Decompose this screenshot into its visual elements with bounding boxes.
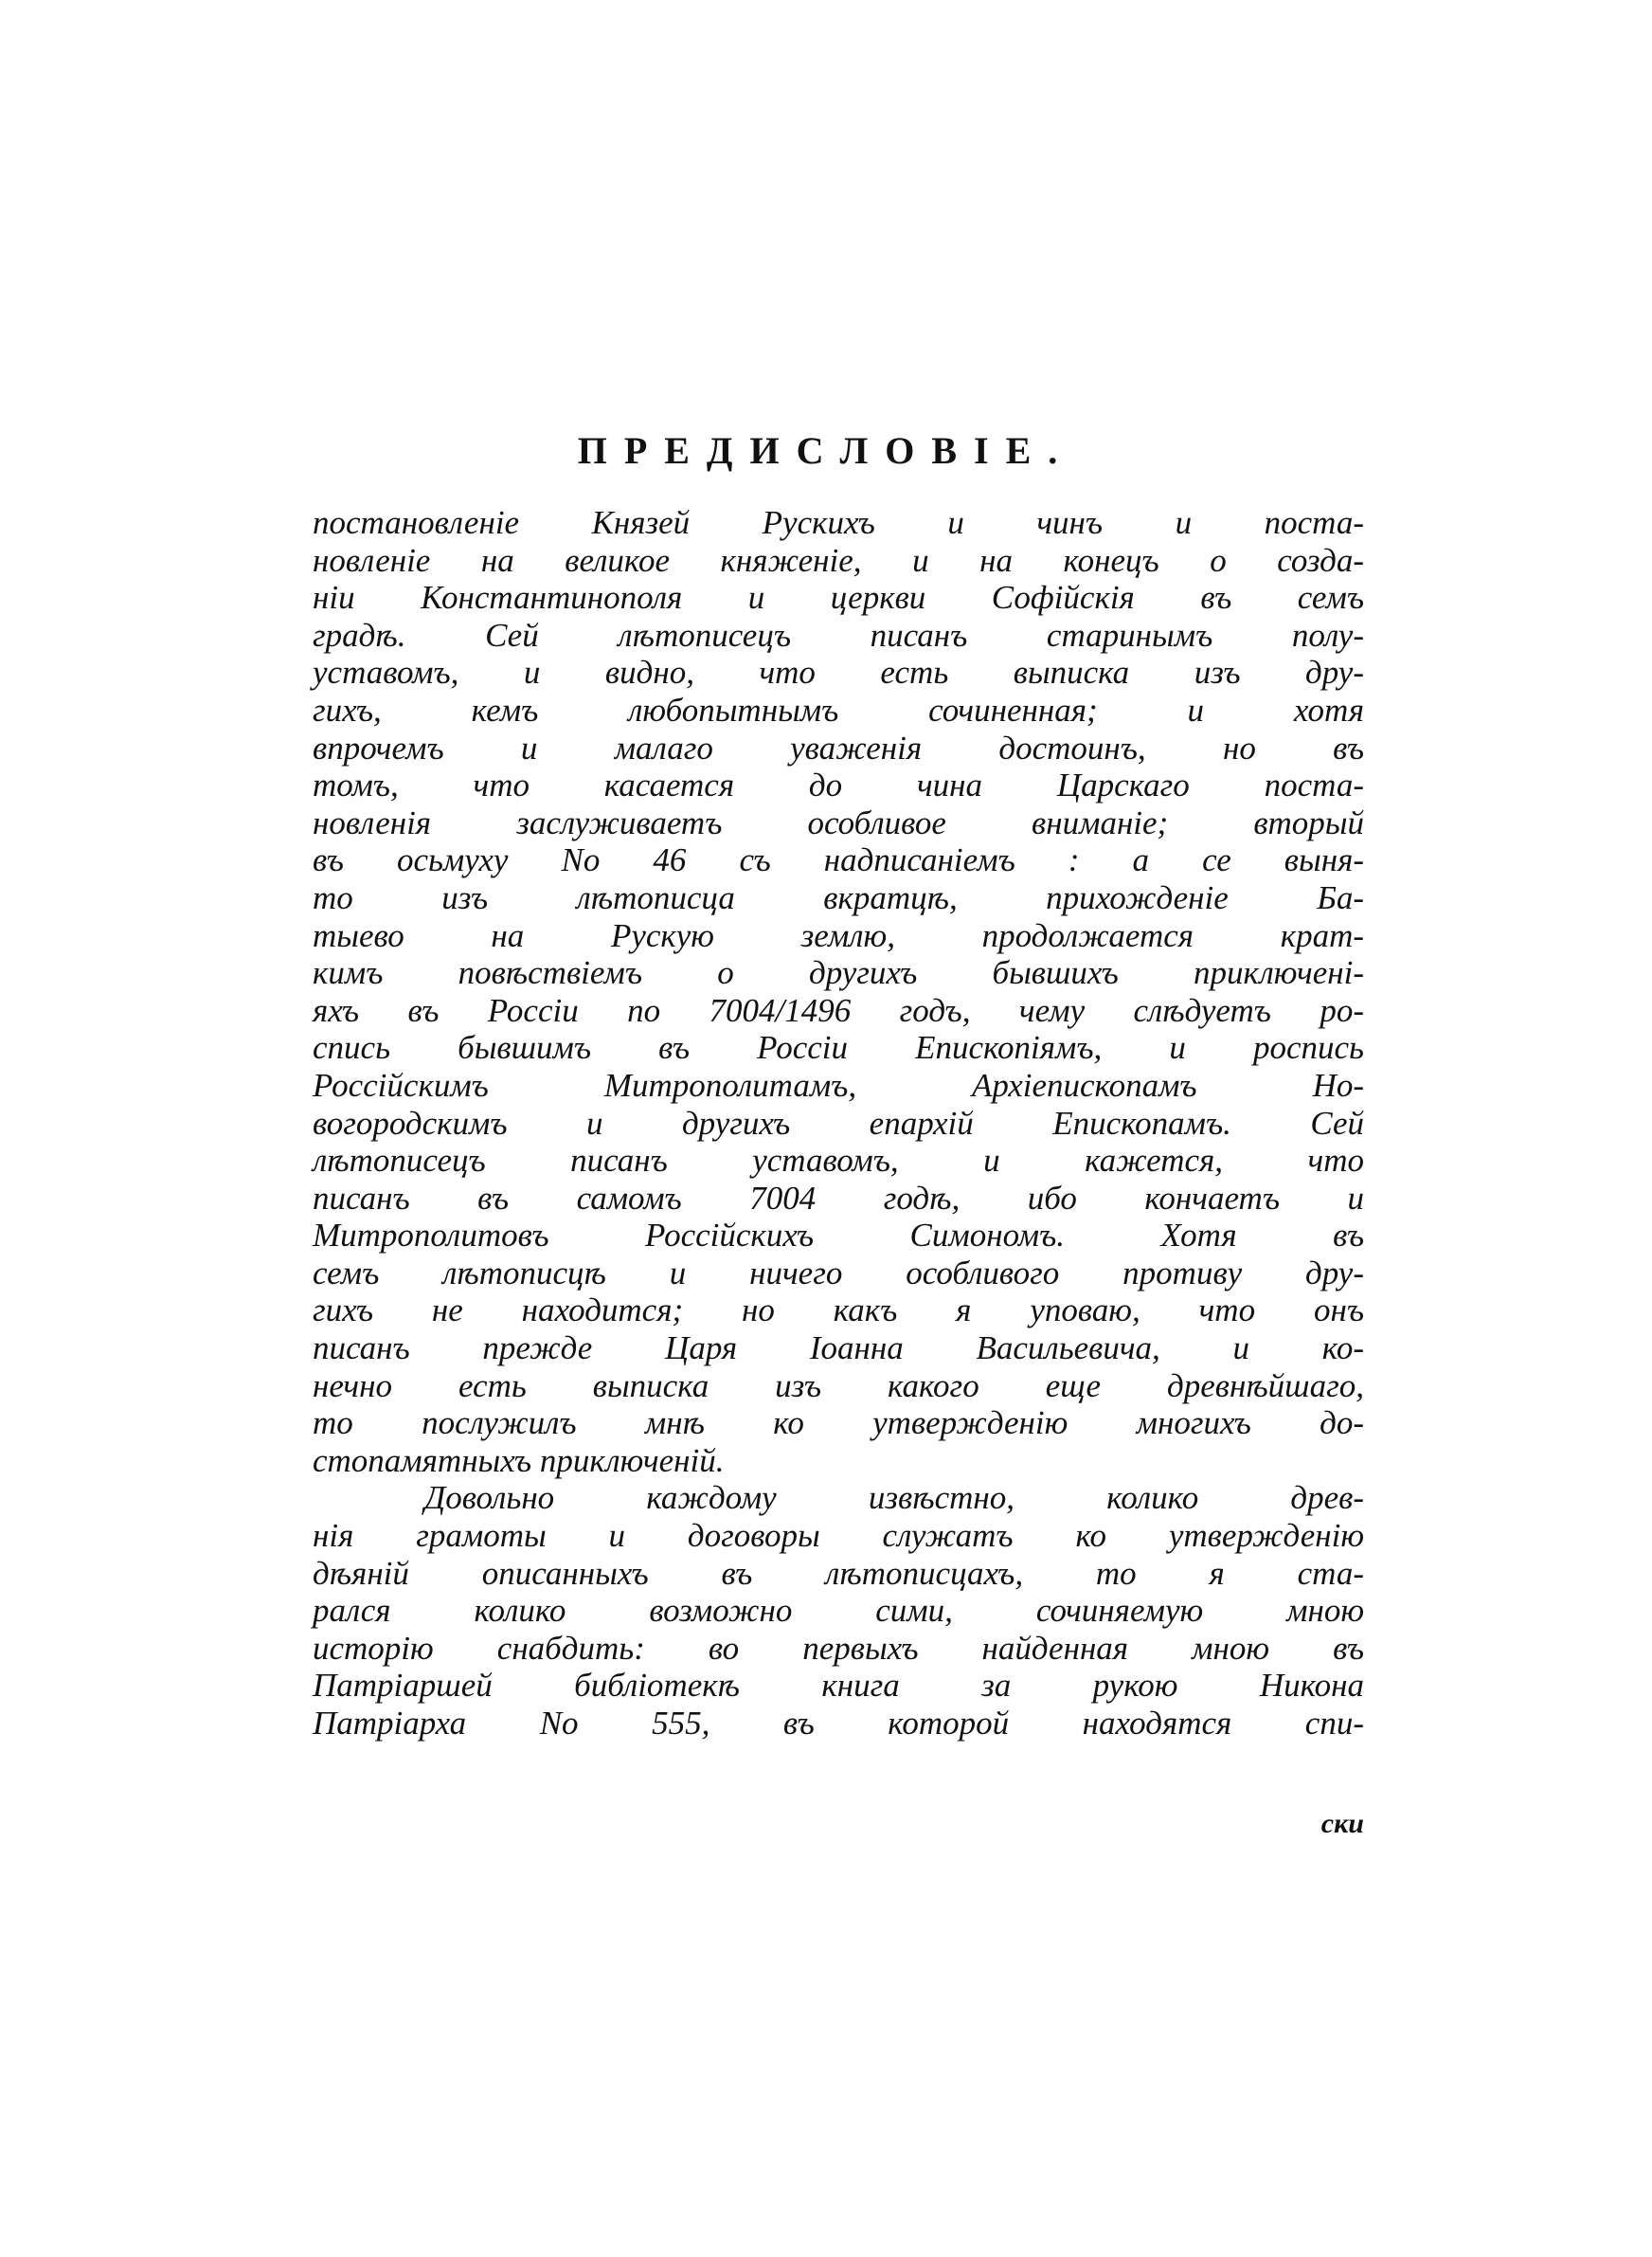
body-text: [313, 504, 1364, 1742]
text-line: впрочемъ и малаго уваженія достоинъ, но въ: [313, 729, 1364, 767]
text-line: стопамятныхъ приключеній.: [313, 1441, 725, 1479]
text-line: нечно есть выписка изъ какого еще древнѣйшаго,: [313, 1366, 1364, 1404]
text-line: писанъ прежде Царя Іоанна Васильевича, и ко-: [313, 1329, 1364, 1367]
text-line: дѣяній описанныхъ въ лѣтописцахъ, то я ста-: [313, 1554, 1364, 1592]
text-line: ніи Константинополя и церкви Софійскія въ семъ: [313, 579, 1364, 617]
catchword: ски: [1320, 1808, 1364, 1839]
text-line: Россійскимъ Митрополитамъ, Архіепископамъ Но-: [313, 1066, 1364, 1104]
text-line: уставомъ, и видно, что есть выписка изъ дру-: [313, 654, 1364, 692]
text-line: градѣ. Сей лѣтописецъ писанъ старинымъ полу-: [313, 616, 1364, 654]
text-line: гихъ не находится; но какъ я уповаю, что онъ: [313, 1291, 1364, 1329]
text-line: спись бывшимъ въ Россіи Епископіямъ, и роспись: [313, 1029, 1364, 1067]
text-line: въ осьмуху No 46 съ надписаніемъ : а се выня-: [313, 841, 1364, 879]
text-line: семъ лѣтописцѣ и ничего особливого противу дру-: [313, 1254, 1364, 1291]
page-title: ПРЕДИСЛОВІЕ.: [577, 429, 1075, 472]
text-line: то послужилъ мнѣ ко утвержденію многихъ до-: [313, 1404, 1364, 1442]
paragraph-2: [313, 1479, 1364, 1742]
text-line: лѣтописецъ писанъ уставомъ, и кажется, что: [313, 1142, 1364, 1180]
paragraph-1: [313, 504, 1364, 1479]
text-line: рался колико возможно сими, сочиняемую мною: [313, 1592, 1364, 1630]
text-line: писанъ въ самомъ 7004 годѣ, ибо кончаетъ и: [313, 1179, 1364, 1217]
text-line: вогородскимъ и другихъ епархій Епископамъ. Сей: [313, 1104, 1364, 1142]
text-line: нія грамоты и договоры служатъ ко утвержденію: [313, 1517, 1364, 1555]
text-line: томъ, что касается до чина Царскаго поста-: [313, 767, 1364, 804]
text-line: то изъ лѣтописца вкратцѣ, прихожденіе Ба-: [313, 878, 1364, 916]
text-line: яхъ въ Россіи по 7004/1496 годъ, чему слѣдуетъ ро-: [313, 991, 1364, 1029]
text-line: Патріаршей библіотекѣ книга за рукою Никона: [313, 1667, 1364, 1705]
text-line: исторію снабдить: во первыхъ найденная мною въ: [313, 1629, 1364, 1667]
text-line: постановленіе Князей Рускихъ и чинъ и поста-: [313, 504, 1364, 541]
text-line: новленія заслуживаетъ особливое вниманіе; вторый: [313, 803, 1364, 841]
text-line: новленіе на великое княженіе, и на конецъ о созда-: [313, 541, 1364, 579]
text-line: Довольно каждому извѣстно, колико древ-: [424, 1479, 1364, 1517]
text-line: Митрополитовъ Россійскихъ Симономъ. Хотя въ: [313, 1217, 1364, 1255]
text-line: гихъ, кемъ любопытнымъ сочиненная; и хотя: [313, 691, 1364, 729]
text-line: тыево на Рускую землю, продолжается крат-: [313, 916, 1364, 954]
text-line: кимъ повѣствіемъ о другихъ бывшихъ приключені-: [313, 954, 1364, 992]
text-line: Патріарха No 555, въ которой находятся спи-: [313, 1705, 1364, 1742]
